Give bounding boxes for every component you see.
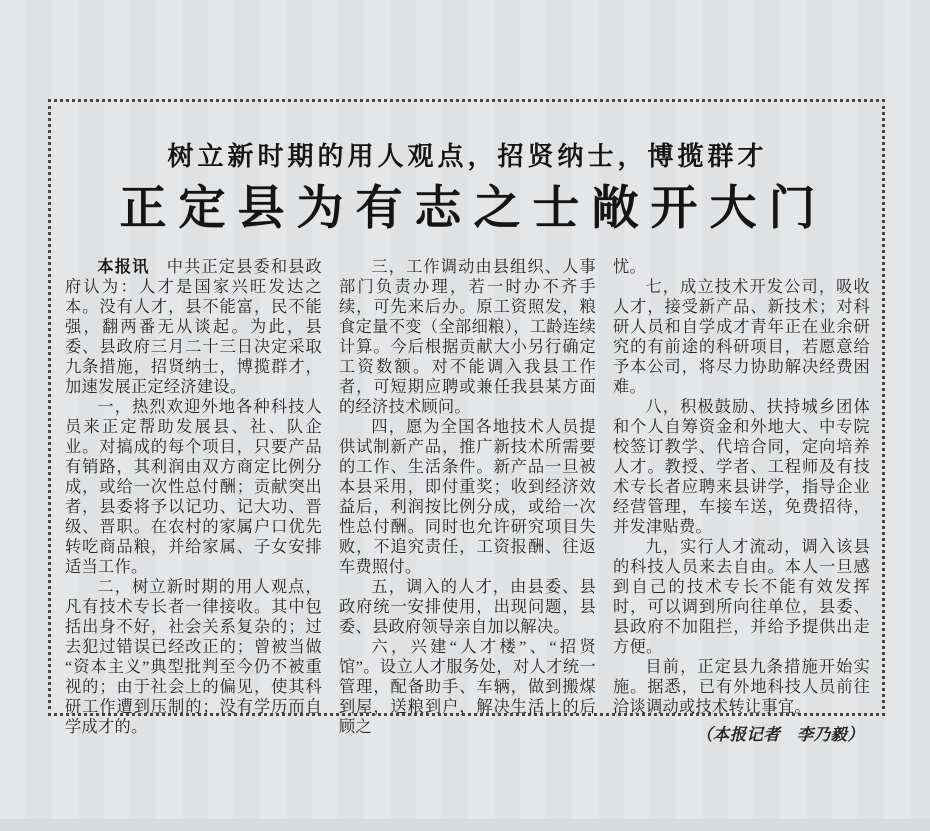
article-column (339, 257, 596, 745)
paragraph: 八，积极鼓励、扶持城乡团体和个人自筹资金和外地大、中专院校签订教学、代培合同，定向培养人才。教授、学者、工程师及有技术专长者应聘来县讲学，指导企业经营管理，车接车送，免费招待，并发津贴费。 (613, 397, 870, 536)
paragraph: 六，兴建“人才楼”、“招贤馆”。设立人才服务处，对人才统一管理，配备助手、车辆，做到搬煤到屋，送粮到户，解决生活上的后顾之 (339, 637, 596, 736)
article-body (65, 257, 870, 745)
paragraph: 三，工作调动由县组织、人事部门负责办理，若一时办不齐手续，可先来后办。原工资照发，粮食定量不变（全部细粮），工龄连续计算。今后根据贡献大小另行确定工资数额。对不能调入我县工作者，可短期应聘或兼任我县某方面的经济技术顾问。 (339, 257, 596, 416)
dateline-lead: 本报讯 (97, 257, 167, 276)
main-headline: 正定县为有志之士敞开大门 (119, 182, 828, 235)
article-frame (48, 99, 885, 744)
paragraph: 忧。 (613, 257, 646, 276)
paragraph: 一，热烈欢迎外地各种科技人员来正定帮助发展县、社、队企业。对搞成的每个项目，只要产品有销路，其利润由双方商定比例分成，或给一次性总付酬；贡献突出者，县委将予以记功、记大功、晋级、晋职。在农村的家属户口优先转吃商品粮，并给家属、子女安排适当工作。 (65, 397, 322, 576)
article-column (613, 257, 870, 745)
paragraph: 本报讯 中共正定县委和县政府认为：人才是国家兴旺发达之本。没有人才，县不能富，民不能强，翻两番无从谈起。为此，县委、县政府三月二十三日决定采取九条措施，招贤纳士，博揽群才，加速发展正定经济建设。 (65, 257, 322, 396)
scan-bottom-edge (0, 819, 930, 831)
kicker-headline: 树立新时期的用人观点，招贤纳士，博揽群才 (167, 141, 768, 171)
paragraph: 目前，正定县九条措施开始实施。据悉，已有外地科技人员前往洽谈调动或技术转让事宜。 (613, 657, 870, 716)
paragraph: 五，调入的人才，由县委、县政府统一安排使用，出现问题，县委、县政府领导亲自加以解决。 (339, 577, 596, 636)
paragraph: 四，愿为全国各地技术人员提供试制新产品，推广新技术所需要的工作、生活条件。新产品一旦被本县采用，即付重奖；收到经济效益后，利润按比例分成，或给一次性总付酬。同时也允许研究项目失败，不追究责任，工资报酬、往返车费照付。 (339, 417, 596, 576)
paragraph: 九，实行人才流动，调入该县的科技人员来去自由。本人一旦感到自己的技术专长不能有效发挥时，可以调到所向往单位，县委、县政府不加阻拦，并给予提供出走方便。 (613, 537, 870, 656)
paragraph: 七，成立技术开发公司，吸收人才，接受新产品、新技术；对科研人员和自学成才青年正在业余研究的有前途的科研项目，若愿意给予本公司，将尽力协助解决经费困难。 (613, 277, 870, 396)
article-column (65, 257, 322, 745)
paragraph: 二，树立新时期的用人观点，凡有技术专长者一律接收。其中包括出身不好，社会关系复杂的；过去犯过错误已经改正的；曾被当做“资本主义”典型批判至今仍不被重视的；由于社会上的偏见，使其科研工作遭到压制的；没有学历而自学成才的。 (65, 577, 322, 736)
byline: （本报记者 李乃毅） (696, 724, 864, 744)
